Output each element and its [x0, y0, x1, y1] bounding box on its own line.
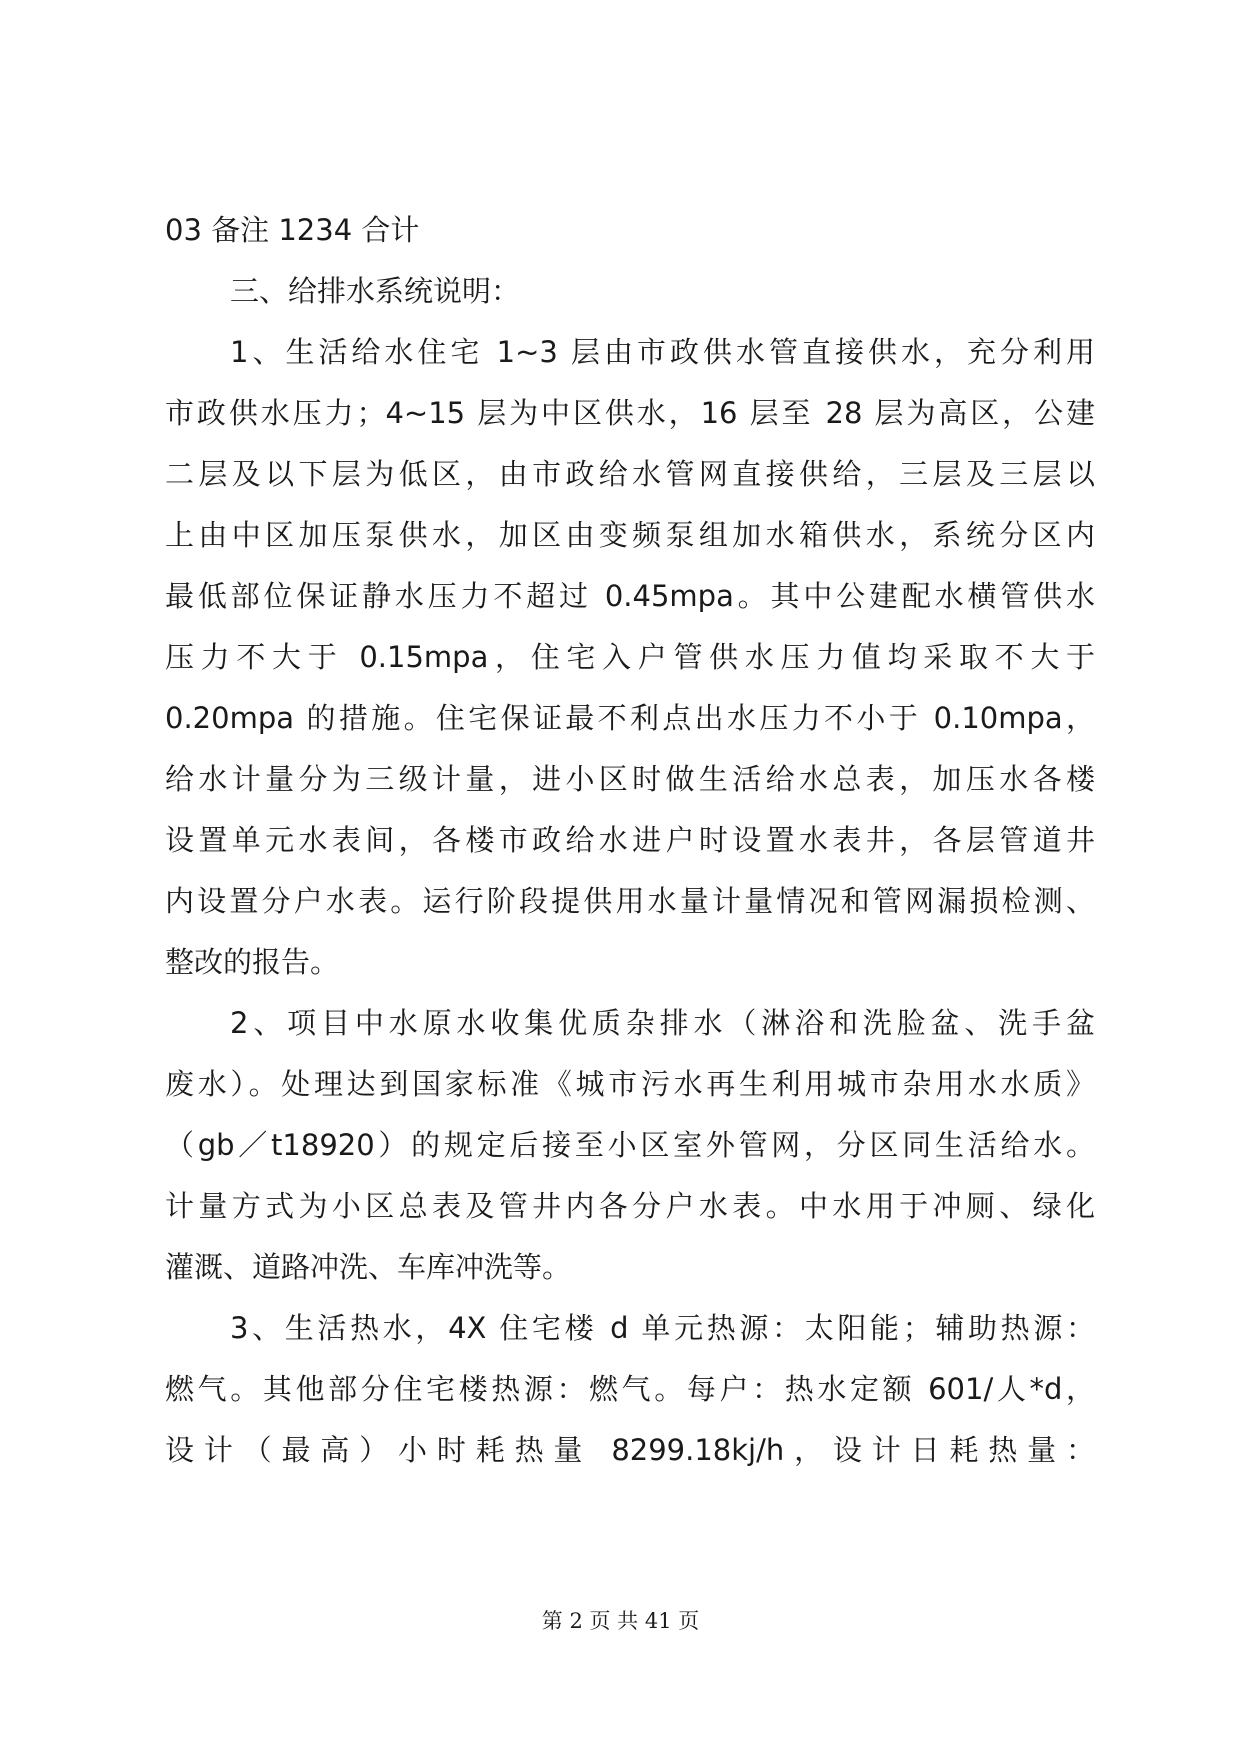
- text-line: 03 备注 1234 合计: [165, 213, 420, 247]
- page-number-footer: 第 2 页 共 41 页: [541, 1609, 700, 1633]
- paragraph-line: 二层及以下层为低区，由市政给水管网直接供给，三层及三层以: [165, 457, 1095, 491]
- paragraph-line: 最低部位保证静水压力不超过 0.45mpa。其中公建配水横管供水: [165, 579, 1095, 613]
- paragraph-line: 1、生活给水住宅 1~3 层由市政供水管直接供水，充分利用: [230, 335, 1095, 369]
- paragraph-line: 给水计量分为三级计量，进小区时做生活给水总表，加压水各楼: [165, 762, 1095, 796]
- paragraph-line: 燃气。其他部分住宅楼热源：燃气。每户：热水定额 601/人*d，: [165, 1372, 1095, 1406]
- paragraph-line: 废水）。处理达到国家标准《城市污水再生利用城市杂用水水质》: [165, 1067, 1095, 1101]
- paragraph-line: 3、生活热水，4X 住宅楼 d 单元热源：太阳能；辅助热源：: [230, 1311, 1095, 1345]
- paragraph-line: 设置单元水表间，各楼市政给水进户时设置水表井，各层管道井: [165, 823, 1095, 857]
- paragraph-line: 0.20mpa 的措施。住宅保证最不利点出水压力不小于 0.10mpa，: [165, 701, 1095, 735]
- paragraph-line: 计量方式为小区总表及管井内各分户水表。中水用于冲厕、绿化: [165, 1189, 1095, 1223]
- paragraph-line: 压力不大于 0.15mpa，住宅入户管供水压力值均采取不大于: [165, 640, 1095, 674]
- paragraph-line: 灌溉、道路冲洗、车库冲洗等。: [165, 1250, 572, 1284]
- paragraph-line: （gb／t18920）的规定后接至小区室外管网，分区同生活给水。: [165, 1128, 1095, 1162]
- paragraph-line: 内设置分户水表。运行阶段提供用水量计量情况和管网漏损检测、: [165, 884, 1095, 918]
- section-heading: 三、给排水系统说明：: [230, 274, 521, 308]
- paragraph-line: 市政供水压力；4~15 层为中区供水，16 层至 28 层为高区，公建: [165, 396, 1095, 430]
- paragraph-line: 设计（最高）小时耗热量 8299.18kj/h，设计日耗热量：: [165, 1433, 1095, 1467]
- paragraph-line: 上由中区加压泵供水，加区由变频泵组加水箱供水，系统分区内: [165, 518, 1095, 552]
- paragraph-line: 2、项目中水原水收集优质杂排水（淋浴和洗脸盆、洗手盆: [230, 1006, 1095, 1040]
- paragraph-line: 整改的报告。: [165, 945, 340, 979]
